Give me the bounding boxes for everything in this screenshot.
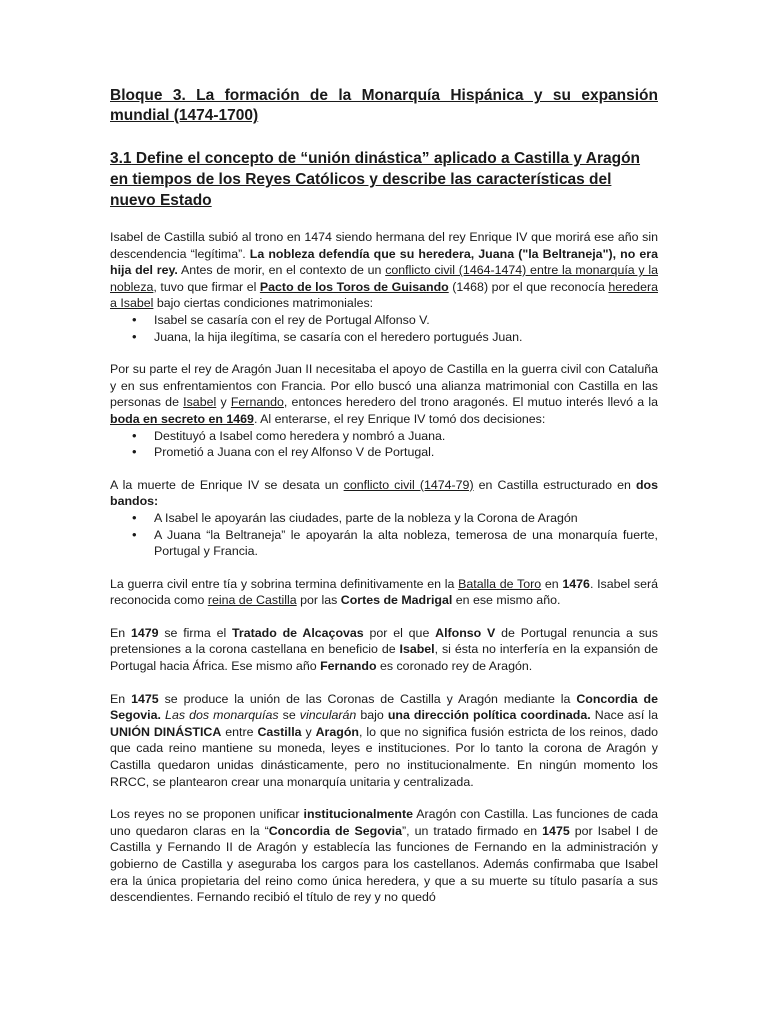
text-run-bold: Castilla — [257, 724, 302, 739]
text-run-underline: Batalla de Toro — [458, 576, 542, 591]
text-run-bold: Fernando — [320, 659, 377, 674]
text-run: de Portugal renuncia a sus pretensiones a la corona castellana en beneficio de — [110, 625, 658, 657]
bullet-list-3 — [110, 510, 658, 560]
text-run: , lo que no significa fusión estricta de los reinos, dado que cada reino mantiene su moneda, leyes e instituciones. Por lo tanto la corona de Aragón y Castilla quedaron unidas dinásticamente, pero no institucionalmente. En ningún momento los RRCC, se plantearon crear una monarquía unitaria y centralizada. — [110, 724, 659, 789]
text-run-underline: reina de Castilla — [207, 593, 297, 608]
section-number: 3.1 — [110, 150, 132, 167]
text-run: La guerra civil entre tía y sobrina termina definitivamente en la — [110, 576, 459, 591]
list-item: • Juana, la hija ilegítima, se casaría con el heredero portugués Juan. — [154, 329, 658, 346]
text-run-bold: una dirección política coordinada. — [387, 708, 591, 723]
text-run: . Isabel será reconocida como — [110, 576, 658, 608]
list-item: • Destituyó a Isabel como heredera y nombró a Juana. — [154, 428, 658, 445]
text-run-underline: heredera a Isabel — [110, 279, 658, 311]
text-run-underline: conflicto civil (1474-79) — [343, 477, 474, 492]
text-run: por Isabel I de Castilla y Fernando II de Aragón y establecía las funciones de Fernando en la administración y gobierno de Castilla y aseguraba los cargos para los castellanos. Además confirmaba que Isabel era la única propietaria del reino como única heredera, y que a su muerte su título pasaría a sus descendientes. Fernando recibió el título de rey y no quedó — [110, 823, 659, 905]
paragraph-7 — [110, 806, 658, 906]
text-run: por el que — [363, 625, 436, 640]
text-run: por las — [296, 593, 341, 608]
list-item: • Isabel se casaría con el rey de Portugal Alfonso V. — [154, 312, 658, 329]
paragraph-1 — [110, 229, 658, 312]
section-title — [110, 148, 658, 211]
text-run: entre — [221, 724, 258, 739]
text-run: ”, un tratado firmado en — [402, 823, 543, 838]
text-run: se produce la unión de las Coronas de Castilla y Aragón mediante la — [158, 691, 577, 706]
paragraph-5 — [110, 625, 658, 675]
text-run-bold: Concordia de Segovia — [110, 691, 658, 723]
text-run-bold: UNIÓN DINÁSTICA — [110, 724, 222, 739]
text-run: Aragón con Castilla. Las funciones de cada uno quedaron claras en la “ — [110, 807, 658, 838]
text-run-underline: Fernando — [230, 395, 284, 410]
text-run: y — [301, 724, 316, 739]
list-item: • A Isabel le apoyarán las ciudades, parte de la nobleza y la Corona de Aragón — [154, 510, 658, 527]
text-run: en — [541, 576, 563, 591]
text-run-underline: conflicto civil (1464-1474) entre la monarquía y la nobleza — [110, 263, 659, 294]
text-run-bold: dos bandos: — [110, 477, 659, 509]
text-run: Por su parte el rey de Aragón Juan II necesitaba el apoyo de Castilla en la guerra civil con Cataluña y en sus enfrentamientos con Francia. Por ello buscó una alianza matrimonial con Castilla en las personas de — [110, 362, 658, 410]
text-run-bold: Isabel — [399, 642, 435, 657]
text-run-underline: Isabel — [183, 395, 217, 410]
text-run: En — [110, 625, 131, 640]
text-run-italic: Las dos monarquías — [165, 708, 279, 723]
text-run: , entonces heredero del trono aragonés. El mutuo interés llevó a la — [283, 395, 659, 410]
bullet-list-1 — [110, 312, 658, 345]
text-run: y — [216, 395, 231, 410]
text-run-bold: 1475 — [131, 691, 159, 706]
text-run: En — [110, 691, 132, 706]
text-run: bajo ciertas condiciones matrimoniales: — [153, 296, 374, 311]
paragraph-6 — [110, 691, 658, 791]
text-run: se — [278, 708, 300, 723]
text-run: Nace así la — [590, 708, 658, 723]
text-run-bold: Tratado de Alcaçovas — [232, 625, 364, 640]
list-item: • Prometió a Juana con el rey Alfonso V de Portugal. — [154, 444, 658, 461]
text-run: Antes de morir, en el contexto de un — [177, 263, 386, 278]
text-run: en ese mismo año. — [452, 593, 561, 608]
text-run-italic: vincularán — [299, 708, 357, 723]
text-run: . Al enterarse, el rey Enrique IV tomó dos decisiones: — [253, 411, 546, 426]
text-run-bold: Concordia de Segovia — [268, 823, 403, 838]
text-run: (1468) por el que reconocía — [448, 279, 609, 294]
text-run-bold: institucionalmente — [303, 807, 413, 822]
paragraph-3 — [110, 477, 658, 510]
paragraph-4 — [110, 576, 658, 609]
text-run: bajo — [356, 708, 388, 723]
text-run-bold: La nobleza defendía que su heredera, Juana ("la Beltraneja"), no era hija del rey. — [110, 246, 658, 278]
section-heading: Define el concepto de “unión dinástica” aplicado a Castilla y Aragón en tiempos de los Reyes Católicos y describe las características del nuevo Estado — [110, 150, 641, 209]
text-run: se firma el — [158, 625, 233, 640]
text-run: es coronado rey de Aragón. — [376, 659, 533, 674]
text-run-bold: 1476 — [562, 576, 590, 591]
bullet-list-2 — [110, 428, 658, 461]
text-run-bold-underline: boda en secreto en 1469 — [110, 411, 254, 426]
block-title: Bloque 3. La formación de la Monarquía Hispánica y su expansión mundial (1474-1700) — [110, 87, 658, 124]
text-run: A la muerte de Enrique IV se desata un — [110, 477, 344, 492]
text-run-bold: Aragón — [315, 724, 359, 739]
text-run: Los reyes no se proponen unificar — [110, 807, 304, 822]
text-run: Isabel de Castilla subió al trono en 1474 siendo hermana del rey Enrique IV que morirá ese año sin descendencia “legítima”. — [110, 230, 658, 261]
text-run: , tuvo que firmar el — [153, 279, 260, 294]
paragraph-2 — [110, 361, 658, 427]
text-run-bold: Alfonso V — [435, 625, 496, 640]
list-item: • A Juana “la Beltraneja” le apoyarán la alta nobleza, temerosa de una monarquía fuerte, Portugal y Francia. — [154, 527, 658, 560]
text-run-bold: 1475 — [542, 823, 570, 838]
text-run-bold: Cortes de Madrigal — [340, 593, 453, 608]
text-run-bold: . — [157, 708, 166, 723]
text-run: , si ésta no interfería en la expansión de Portugal hacia África. Ese mismo año — [110, 642, 658, 674]
text-run-bold-underline: Pacto de los Toros de Guisando — [259, 279, 449, 294]
text-run-bold: 1479 — [130, 625, 159, 640]
text-run: en Castilla estructurado en — [473, 477, 636, 492]
